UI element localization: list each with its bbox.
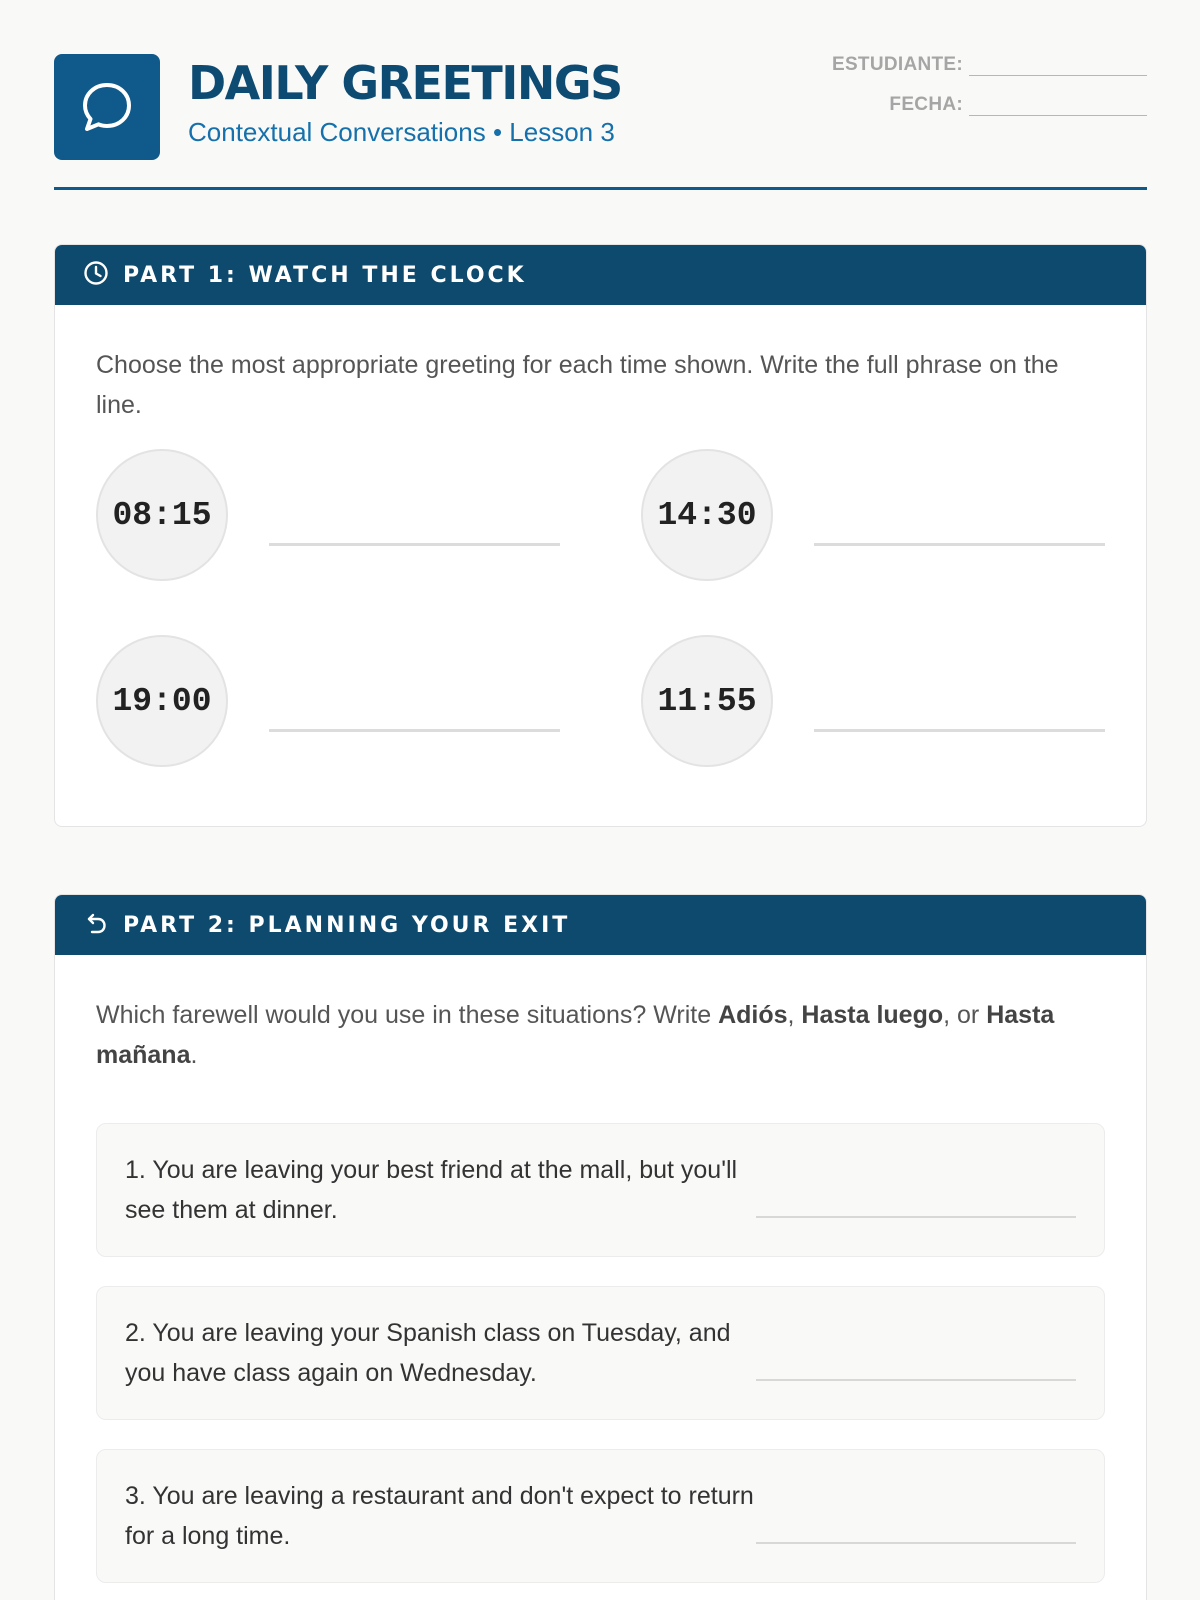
page-subtitle: Contextual Conversations • Lesson 3 xyxy=(188,117,615,147)
situation-text: 3. You are leaving a restaurant and don't expect to return for a long time. xyxy=(125,1482,754,1550)
clock-icon xyxy=(83,260,109,291)
date-label: FECHA: xyxy=(889,94,963,115)
part2-section xyxy=(54,894,1147,1600)
header-divider xyxy=(54,187,1147,190)
part2-header xyxy=(55,895,1146,955)
situation-item xyxy=(96,1123,1105,1257)
answer-line[interactable] xyxy=(756,1542,1076,1544)
situation-text: 2. You are leaving your Spanish class on Tuesday, and you have class again on Wednesday. xyxy=(125,1319,731,1387)
clock-face: 08:15 xyxy=(96,449,228,581)
answer-line[interactable] xyxy=(814,729,1105,732)
page-title: DAILY GREETINGS xyxy=(188,56,622,110)
worksheet-header xyxy=(54,0,1147,190)
answer-line[interactable] xyxy=(269,543,560,546)
instructions-separator: , or xyxy=(943,1001,987,1029)
clock-item xyxy=(96,449,596,583)
option-adios: Adiós xyxy=(718,1001,788,1029)
situation-text: 1. You are leaving your best friend at the mall, but you'll see them at dinner. xyxy=(125,1156,738,1224)
answer-line[interactable] xyxy=(756,1379,1076,1381)
date-field[interactable] xyxy=(969,94,1147,116)
instructions-text: Which farewell would you use in these situations? Write xyxy=(96,1001,719,1029)
undo-arrow-icon xyxy=(83,910,109,941)
clock-item xyxy=(641,635,1141,769)
part1-section xyxy=(54,244,1147,827)
option-hasta-luego: Hasta luego xyxy=(801,1001,944,1029)
clock-face: 14:30 xyxy=(641,449,773,581)
speech-bubble-icon xyxy=(54,54,160,160)
clock-face: 19:00 xyxy=(96,635,228,767)
student-info xyxy=(832,54,1147,134)
worksheet-page xyxy=(54,0,1147,1550)
answer-line[interactable] xyxy=(269,729,560,732)
situation-item xyxy=(96,1449,1105,1583)
answer-line[interactable] xyxy=(756,1216,1076,1218)
part2-title: PART 2: PLANNING YOUR EXIT xyxy=(123,912,571,938)
option-hasta-manana: Hasta mañana xyxy=(96,1001,1055,1069)
situation-list xyxy=(55,1075,1146,1583)
clock-grid xyxy=(55,425,1146,825)
instructions-suffix: . xyxy=(190,1041,198,1069)
clock-item xyxy=(641,449,1141,583)
answer-line[interactable] xyxy=(814,543,1105,546)
part2-instructions xyxy=(55,955,1146,1075)
instructions-separator: , xyxy=(787,1001,802,1029)
student-name-field[interactable] xyxy=(969,54,1147,76)
clock-face: 11:55 xyxy=(641,635,773,767)
situation-item xyxy=(96,1286,1105,1420)
clock-item xyxy=(96,635,596,769)
part1-title: PART 1: WATCH THE CLOCK xyxy=(123,262,527,288)
part1-header xyxy=(55,245,1146,305)
student-label: ESTUDIANTE: xyxy=(831,54,963,75)
part1-instructions: Choose the most appropriate greeting for each time shown. Write the full phrase on the line. xyxy=(96,351,1059,419)
